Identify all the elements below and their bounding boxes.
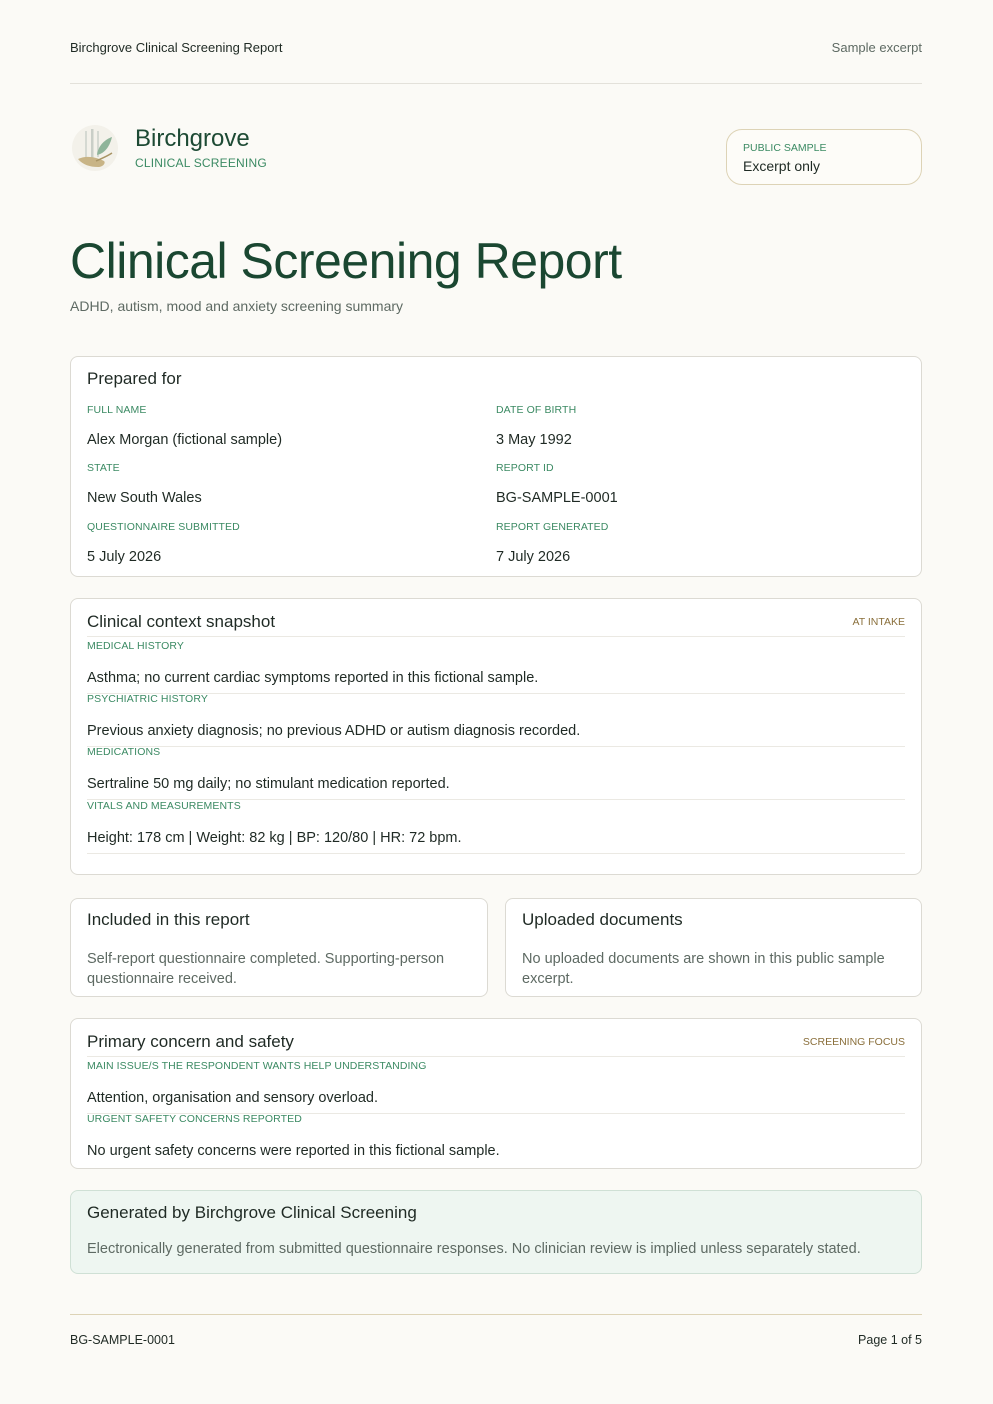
page-title: Clinical Screening Report	[70, 233, 622, 289]
header-report-title: Birchgrove Clinical Screening Report	[70, 40, 283, 55]
field-value: 5 July 2026	[87, 549, 162, 565]
section-header	[87, 607, 905, 637]
included-title: Included in this report	[87, 910, 250, 929]
header-sample-label: Sample excerpt	[831, 40, 922, 55]
page-footer	[70, 1314, 922, 1347]
row-medical-history	[87, 640, 905, 694]
field-label: DATE OF BIRTH	[496, 404, 577, 416]
row-value: Attention, organisation and sensory overload.	[87, 1090, 378, 1106]
uploaded-body: No uploaded documents are shown in this public sample excerpt.	[522, 951, 885, 987]
page-header	[70, 40, 922, 84]
page-number: Page 1 of 5	[858, 1333, 922, 1347]
field-state	[87, 462, 202, 506]
row-value: Sertraline 50 mg daily; no stimulant medication reported.	[87, 776, 450, 792]
field-questionnaire-submitted	[87, 521, 240, 565]
brand-block	[70, 123, 267, 173]
primary-concern-card	[70, 1018, 922, 1169]
primary-concern-title: Primary concern and safety	[87, 1031, 294, 1051]
row-label: MEDICAL HISTORY	[87, 640, 184, 652]
row-value: No urgent safety concerns were reported in this fictional sample.	[87, 1143, 500, 1159]
birch-leaf-hand-logo-icon	[70, 123, 120, 173]
field-value: BG-SAMPLE-0001	[496, 490, 618, 506]
included-body: Self-report questionnaire completed. Supporting-person questionnaire received.	[87, 951, 445, 987]
row-value: Asthma; no current cardiac symptoms reported in this fictional sample.	[87, 670, 539, 686]
generated-by-card	[70, 1190, 922, 1274]
field-report-id	[496, 462, 618, 506]
row-main-issue	[87, 1060, 905, 1114]
row-label: MAIN ISSUE/S THE RESPONDENT WANTS HELP UNDERSTANDING	[87, 1060, 427, 1072]
included-card	[70, 898, 488, 997]
row-label: URGENT SAFETY CONCERNS REPORTED	[87, 1113, 302, 1125]
page-subtitle: ADHD, autism, mood and anxiety screening summary	[70, 298, 404, 314]
field-report-generated	[496, 521, 608, 565]
field-label: STATE	[87, 462, 120, 474]
prepared-for-title: Prepared for	[87, 369, 182, 388]
at-intake-tag: AT INTAKE	[852, 615, 905, 628]
row-label: PSYCHIATRIC HISTORY	[87, 693, 208, 705]
screening-focus-tag: SCREENING FOCUS	[802, 1035, 905, 1048]
row-value: Previous anxiety diagnosis; no previous ADHD or autism diagnosis recorded.	[87, 723, 581, 739]
brand-name: Birchgrove	[135, 125, 250, 152]
field-date-of-birth	[496, 404, 576, 448]
field-value: New South Wales	[87, 490, 202, 506]
field-value: 7 July 2026	[496, 549, 571, 565]
row-vitals	[87, 800, 905, 854]
generated-title: Generated by Birchgrove Clinical Screening	[87, 1203, 417, 1222]
uploaded-documents-card	[505, 898, 922, 997]
uploaded-title: Uploaded documents	[522, 910, 683, 929]
public-sample-badge	[726, 129, 922, 185]
field-label: FULL NAME	[87, 404, 147, 416]
clinical-context-card	[70, 598, 922, 875]
field-value: 3 May 1992	[496, 432, 572, 448]
prepared-for-card	[70, 356, 922, 577]
sample-badge-value: Excerpt only	[743, 158, 821, 174]
row-label: MEDICATIONS	[87, 746, 161, 758]
footer-report-id: BG-SAMPLE-0001	[70, 1333, 175, 1347]
row-safety-concerns	[87, 1113, 905, 1167]
field-label: REPORT GENERATED	[496, 521, 609, 533]
row-medications	[87, 746, 905, 800]
field-label: REPORT ID	[496, 462, 554, 474]
row-psychiatric-history	[87, 693, 905, 747]
section-header	[87, 1027, 905, 1057]
sample-badge-label: PUBLIC SAMPLE	[743, 142, 827, 154]
clinical-context-title: Clinical context snapshot	[87, 611, 276, 631]
brand-subtitle: CLINICAL SCREENING	[135, 156, 267, 170]
field-value: Alex Morgan (fictional sample)	[87, 432, 283, 448]
row-label: VITALS AND MEASUREMENTS	[87, 800, 241, 812]
row-value: Height: 178 cm | Weight: 82 kg | BP: 120/80 | HR: 72 bpm.	[87, 830, 462, 846]
generated-body: Electronically generated from submitted questionnaire responses. No clinician review is implied unless separately stated.	[87, 1241, 861, 1257]
field-label: QUESTIONNAIRE SUBMITTED	[87, 521, 240, 533]
field-full-name	[87, 404, 282, 448]
